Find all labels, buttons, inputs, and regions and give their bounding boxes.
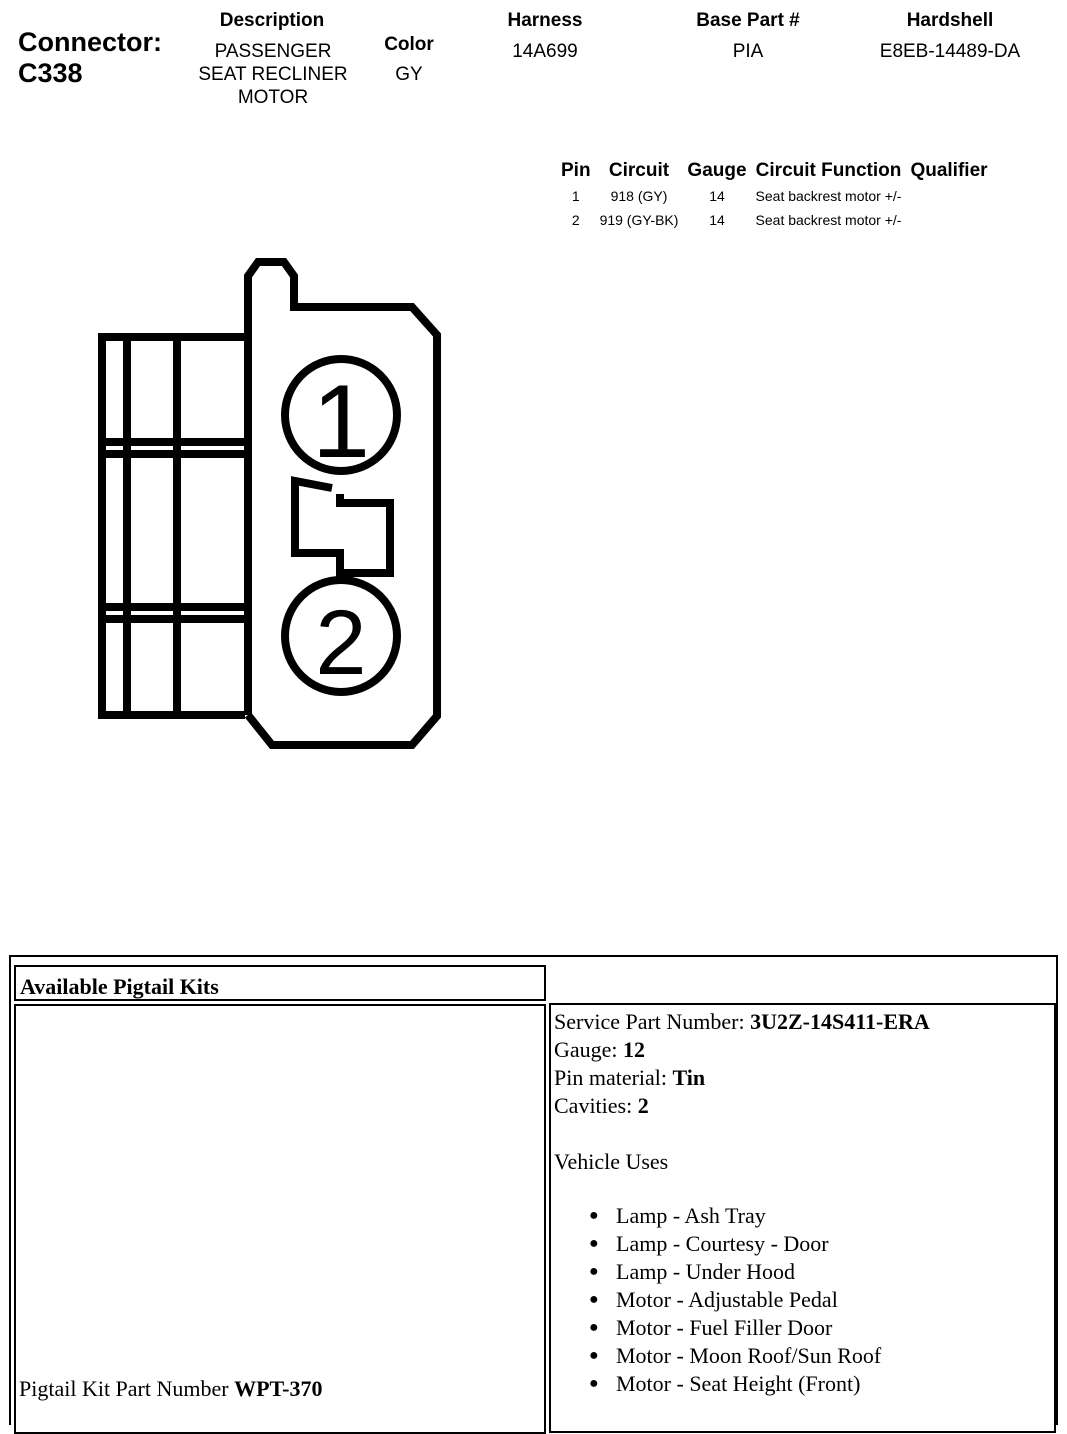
pigtail-kits-section (9, 955, 1058, 1425)
circuit-cell: 919 (GY-BK) (599, 212, 679, 228)
gauge-cell: 14 (709, 212, 725, 228)
harness-value: 14A699 (512, 41, 578, 62)
hardshell-value: E8EB-14489-DA (879, 41, 1021, 62)
color-header: Color (384, 34, 434, 55)
description-value (180, 40, 366, 109)
terminal-block (102, 337, 250, 715)
gauge-column-header: Gauge (687, 160, 747, 181)
description-line: SEAT RECLINER (198, 64, 348, 85)
gauge-value: 12 (623, 1037, 646, 1062)
cavities-label: Cavities: (554, 1093, 638, 1118)
service-part-label: Service Part Number: (554, 1009, 751, 1034)
base-part-value: PIA (732, 41, 764, 62)
kit-pn-label: Pigtail Kit Part Number (19, 1376, 235, 1401)
function-cell: Seat backrest motor +/- (755, 188, 902, 204)
kit-pn-value: WPT-370 (234, 1376, 323, 1401)
pigtail-kits-title: Available Pigtail Kits (14, 965, 546, 1001)
pin-table-header-row (558, 158, 991, 184)
harness-header: Harness (507, 10, 583, 31)
qualifier-cell (907, 184, 990, 208)
pigtail-kit-part-number (19, 1376, 323, 1402)
polarization-key (295, 481, 390, 573)
list-item: ● Lamp - Courtesy - Door (616, 1230, 1054, 1258)
vehicle-uses-title: Vehicle Uses (554, 1149, 669, 1174)
list-item: ● Lamp - Ash Tray (616, 1202, 1054, 1230)
pin-material-line (554, 1064, 1054, 1092)
connector-title (18, 27, 162, 89)
cavities-value: 2 (637, 1093, 649, 1118)
pin-column-header: Pin (561, 160, 591, 181)
hardshell-header: Hardshell (906, 10, 994, 31)
pin-2-label: 2 (315, 592, 367, 694)
pin-table (558, 158, 991, 232)
base-part-header: Base Part # (696, 10, 800, 31)
gauge-label: Gauge: (554, 1037, 624, 1062)
vehicle-uses-list (554, 1202, 1054, 1398)
list-item: ● Motor - Seat Height (Front) (616, 1370, 1054, 1398)
description-line: PASSENGER (214, 41, 332, 62)
gauge-line (554, 1036, 1054, 1064)
pin-cell: 1 (571, 188, 580, 204)
pigtail-image-panel (14, 1004, 546, 1434)
pin-cell: 2 (571, 212, 580, 228)
connector-label: Connector: (18, 27, 162, 57)
list-item: ● Lamp - Under Hood (616, 1258, 1054, 1286)
list-item: ● Motor - Moon Roof/Sun Roof (616, 1342, 1054, 1370)
table-row (558, 184, 991, 208)
pin-material-label: Pin material: (554, 1065, 673, 1090)
qualifier-column-header: Qualifier (910, 160, 988, 181)
circuit-column-header: Circuit (608, 160, 670, 181)
connector-face-diagram (90, 240, 460, 770)
description-header: Description (219, 10, 325, 31)
service-part-value: 3U2Z-14S411-ERA (750, 1009, 930, 1034)
connector-id: C338 (18, 58, 83, 88)
gauge-cell: 14 (709, 188, 725, 204)
pin-material-value: Tin (672, 1065, 706, 1090)
pin-1-label: 1 (312, 364, 370, 480)
pigtail-details-panel (549, 1003, 1056, 1433)
table-row (558, 208, 991, 232)
function-cell: Seat backrest motor +/- (755, 212, 902, 228)
cavities-line (554, 1092, 1054, 1120)
function-column-header: Circuit Function (755, 160, 902, 181)
color-value: GY (395, 64, 423, 85)
list-item: ● Motor - Adjustable Pedal (616, 1286, 1054, 1314)
service-part-number (554, 1008, 1054, 1036)
list-item: ● Motor - Fuel Filler Door (616, 1314, 1054, 1342)
description-line: MOTOR (237, 87, 309, 108)
qualifier-cell (907, 208, 990, 232)
circuit-cell: 918 (GY) (610, 188, 668, 204)
